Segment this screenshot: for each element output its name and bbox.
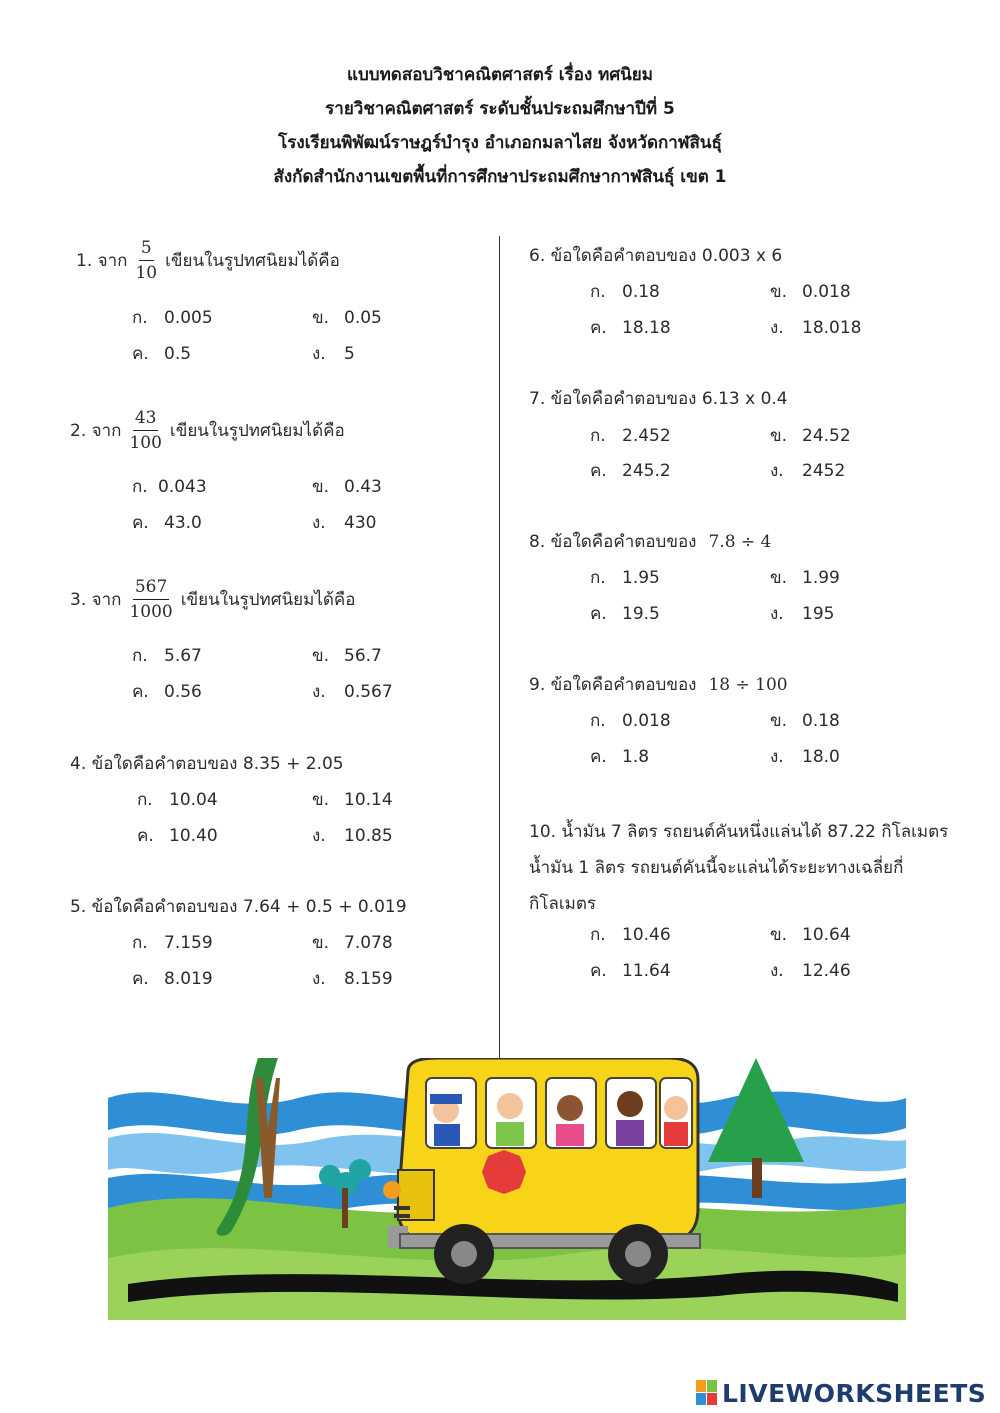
column-divider [499, 236, 500, 1060]
q1-option-c[interactable]: ค. 0.5 [132, 344, 192, 364]
q8-option-d[interactable]: ง. 195 [770, 604, 835, 624]
q10-option-b[interactable]: ข. 10.64 [770, 925, 851, 945]
q1-option-d[interactable]: ง. 5 [312, 344, 355, 364]
q6-option-a[interactable]: ก. 0.18 [590, 282, 660, 302]
stop-sign-icon [482, 1150, 526, 1194]
question-2-suffix: เขียนในรูปทศนิยมได้คือ [169, 421, 345, 441]
q10-option-c[interactable]: ค. 11.64 [590, 961, 671, 981]
fraction-denominator: 10 [135, 263, 158, 283]
q7-option-d[interactable]: ง. 2452 [770, 461, 846, 481]
q2-option-a[interactable]: ก. 0.043 [132, 477, 207, 497]
q8-option-b[interactable]: ข. 1.99 [770, 568, 840, 588]
question-5-text: 5. ข้อใดคือคำตอบของ 7.64 + 0.5 + 0.019 [70, 897, 407, 917]
q6-option-b[interactable]: ข. 0.018 [770, 282, 851, 302]
q1-option-a[interactable]: ก. 0.005 [132, 308, 213, 328]
header-subject-level: รายวิชาคณิตศาสตร์ ระดับชั้นประถมศึกษาปีที่ 5 [325, 99, 675, 119]
q6-option-c[interactable]: ค. 18.18 [590, 318, 671, 338]
q2-option-c[interactable]: ค. 43.0 [132, 513, 202, 533]
question-6 [529, 242, 782, 269]
q3-option-a[interactable]: ก. 5.67 [132, 646, 202, 666]
question-2-prefix: 2. จาก [70, 421, 122, 441]
question-8-text: 8. ข้อใดคือคำตอบของ [529, 532, 697, 552]
fraction-denominator: 100 [129, 433, 162, 453]
q8-option-c[interactable]: ค. 19.5 [590, 604, 660, 624]
question-10-line-1: 10. น้ำมัน 7 ลิตร รถยนต์คันหนึ่งแล่นได้ 87.22 กิโลเมตร [529, 822, 949, 842]
q5-option-b[interactable]: ข. 7.078 [312, 933, 393, 953]
question-3 [70, 577, 356, 622]
q2-option-b[interactable]: ข. 0.43 [312, 477, 382, 497]
question-4-text: 4. ข้อใดคือคำตอบของ 8.35 + 2.05 [70, 754, 344, 774]
fraction-5-10 [135, 238, 157, 283]
q3-option-d[interactable]: ง. 0.567 [312, 682, 393, 702]
worksheet-header [0, 58, 1000, 194]
fraction-numerator: 43 [133, 408, 159, 431]
fraction-denominator: 1000 [129, 602, 173, 622]
q4-option-b[interactable]: ข. 10.14 [312, 790, 393, 810]
q4-option-c[interactable]: ค. 10.40 [137, 826, 218, 846]
question-7 [529, 385, 788, 412]
question-10 [529, 814, 948, 922]
q2-option-d[interactable]: ง. 430 [312, 513, 377, 533]
question-8-expression: 7.8 ÷ 4 [708, 532, 772, 552]
question-9 [529, 671, 788, 698]
child-face-icon [557, 1095, 583, 1121]
header-title: แบบทดสอบวิชาคณิตศาสตร์ เรื่อง ทศนิยม [347, 65, 653, 85]
q9-option-a[interactable]: ก. 0.018 [590, 711, 671, 731]
question-4 [70, 750, 344, 777]
q5-option-d[interactable]: ง. 8.159 [312, 969, 393, 989]
question-6-text: 6. ข้อใดคือคำตอบของ 0.003 x 6 [529, 246, 783, 266]
fraction-43-100 [129, 408, 161, 453]
child-face-icon [617, 1091, 643, 1117]
school-bus-illustration [108, 1058, 906, 1320]
q7-option-b[interactable]: ข. 24.52 [770, 426, 851, 446]
q9-option-d[interactable]: ง. 18.0 [770, 747, 840, 767]
q8-option-a[interactable]: ก. 1.95 [590, 568, 660, 588]
header-school: โรงเรียนพิพัฒน์ราษฎร์บำรุง อำเภอกมลาไสย จังหวัดกาฬสินธุ์ [278, 133, 722, 153]
fraction-numerator: 567 [133, 577, 169, 600]
q4-option-d[interactable]: ง. 10.85 [312, 826, 393, 846]
q6-option-d[interactable]: ง. 18.018 [770, 318, 862, 338]
header-district: สังกัดสำนักงานเขตพื้นที่การศึกษาประถมศึกษากาฬสินธุ์ เขต 1 [273, 167, 727, 187]
liveworksheets-mark-icon [696, 1380, 718, 1406]
question-1-suffix: เขียนในรูปทศนิยมได้คือ [165, 251, 340, 271]
q7-option-a[interactable]: ก. 2.452 [590, 426, 671, 446]
question-3-prefix: 3. จาก [70, 590, 122, 610]
q3-option-c[interactable]: ค. 0.56 [132, 682, 202, 702]
question-9-expression: 18 ÷ 100 [708, 675, 788, 695]
q1-option-b[interactable]: ข. 0.05 [312, 308, 382, 328]
question-7-text: 7. ข้อใดคือคำตอบของ 6.13 x 0.4 [529, 389, 788, 409]
question-8 [529, 528, 771, 555]
q9-option-b[interactable]: ข. 0.18 [770, 711, 840, 731]
q4-option-a[interactable]: ก. 10.04 [137, 790, 218, 810]
q9-option-c[interactable]: ค. 1.8 [590, 747, 650, 767]
fraction-567-1000 [129, 577, 172, 622]
q7-option-c[interactable]: ค. 245.2 [590, 461, 671, 481]
question-1-prefix: 1. จาก [76, 251, 128, 271]
question-1 [76, 238, 340, 283]
question-10-line-3: กิโลเมตร [529, 894, 597, 914]
child-face-icon [497, 1093, 523, 1119]
fraction-numerator: 5 [139, 238, 154, 261]
question-9-text: 9. ข้อใดคือคำตอบของ [529, 675, 697, 695]
q3-option-b[interactable]: ข. 56.7 [312, 646, 382, 666]
q10-option-a[interactable]: ก. 10.46 [590, 925, 671, 945]
q5-option-a[interactable]: ก. 7.159 [132, 933, 213, 953]
question-3-suffix: เขียนในรูปทศนิยมได้คือ [180, 590, 356, 610]
question-2 [70, 408, 345, 453]
headlight-icon [383, 1181, 401, 1199]
question-5 [70, 893, 407, 920]
child-face-icon [664, 1096, 688, 1120]
liveworksheets-logo[interactable] [696, 1376, 996, 1410]
liveworksheets-brand-text: LIVEWORKSHEETS [722, 1378, 987, 1408]
q10-option-d[interactable]: ง. 12.46 [770, 961, 851, 981]
question-10-line-2: น้ำมัน 1 ลิตร รถยนต์คันนี้จะแล่นได้ระยะทางเฉลี่ยกี่ [529, 858, 904, 878]
q5-option-c[interactable]: ค. 8.019 [132, 969, 213, 989]
